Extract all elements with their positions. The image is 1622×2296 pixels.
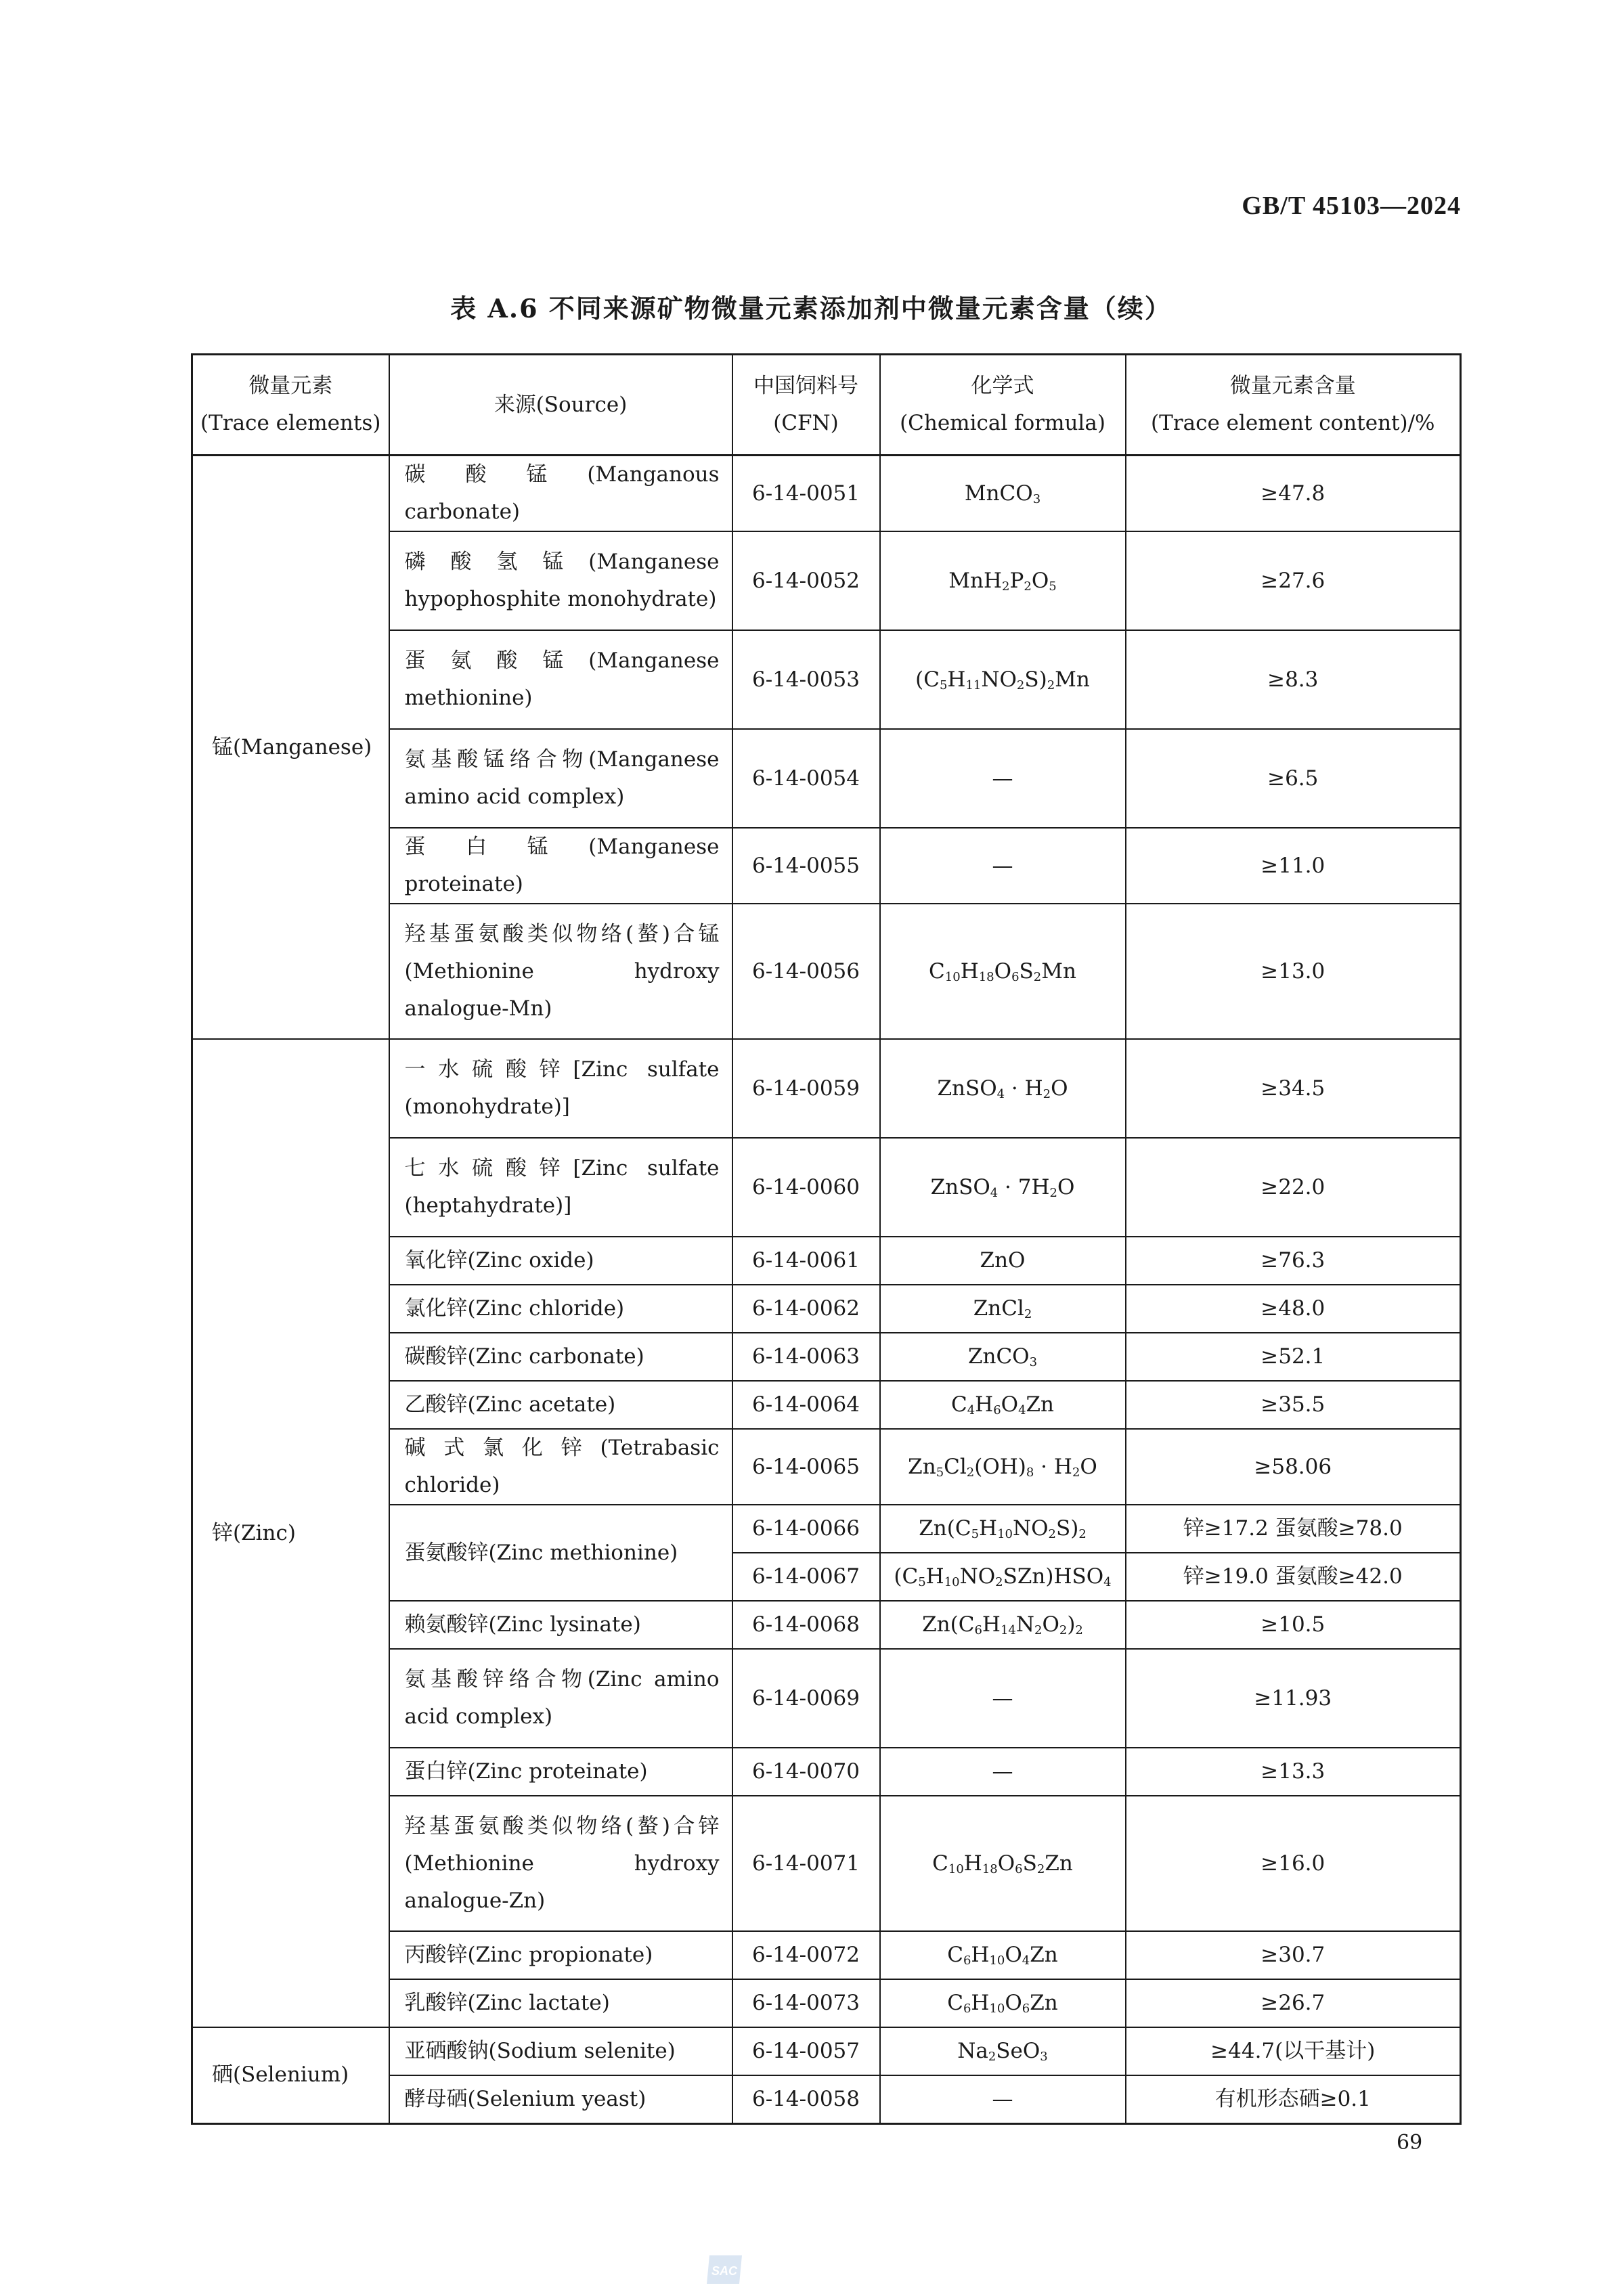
cfn-cell: 6-14-0069 <box>732 1649 880 1748</box>
cfn-cell: 6-14-0063 <box>732 1333 880 1381</box>
content-cell: ≥52.1 <box>1126 1333 1461 1381</box>
table-row <box>192 1039 1461 1138</box>
formula-cell: ZnO <box>880 1237 1126 1285</box>
source-cell: 氧化锌(Zinc oxide) <box>389 1237 732 1285</box>
content-cell: ≥35.5 <box>1126 1381 1461 1429</box>
source-cell: 氨基酸锰络合物(Manganese amino acid complex) <box>389 729 732 828</box>
cfn-cell: 6-14-0062 <box>732 1285 880 1333</box>
header-source: 来源(Source) <box>389 355 732 456</box>
cfn-cell: 6-14-0073 <box>732 1979 880 2027</box>
formula-cell: — <box>880 828 1126 904</box>
cfn-cell: 6-14-0066 <box>732 1505 880 1553</box>
cfn-cell: 6-14-0057 <box>732 2027 880 2075</box>
svg-text:SAC: SAC <box>711 2264 738 2278</box>
source-cell: 丙酸锌(Zinc propionate) <box>389 1931 732 1979</box>
formula-cell: ZnCO$_3$ <box>880 1333 1126 1381</box>
cfn-cell: 6-14-0054 <box>732 729 880 828</box>
cfn-cell: 6-14-0065 <box>732 1429 880 1505</box>
cfn-cell: 6-14-0064 <box>732 1381 880 1429</box>
header-cfn: 中国饲料号 (CFN) <box>732 355 880 456</box>
source-cell: 羟基蛋氨酸类似物络(螯)合锌(Methionine hydroxy analogue-Zn) <box>389 1796 732 1931</box>
formula-cell: $MnH_2P_2O_5$ <box>880 531 1126 630</box>
content-cell: ≥10.5 <box>1126 1601 1461 1649</box>
cfn-cell: 6-14-0053 <box>732 630 880 729</box>
standard-code: GB/T 45103—2024 <box>1242 192 1461 220</box>
source-cell: 磷酸氢锰(Manganese hypophosphite monohydrate) <box>389 531 732 630</box>
source-cell: 赖氨酸锌(Zinc lysinate) <box>389 1601 732 1649</box>
formula-cell: — <box>880 729 1126 828</box>
content-cell: ≥11.93 <box>1126 1649 1461 1748</box>
content-cell: ≥30.7 <box>1126 1931 1461 1979</box>
formula-cell: $(C_5H_{10}NO_2SZn)HSO_4$ <box>880 1553 1126 1601</box>
source-cell: 碳酸锌(Zinc carbonate) <box>389 1333 732 1381</box>
source-cell: 酵母硒(Selenium yeast) <box>389 2075 732 2123</box>
formula-cell: ZnSO$_4$ · $7H_2O$ <box>880 1138 1126 1237</box>
header-trace-element-content: 微量元素含量 (Trace element content)/% <box>1126 355 1461 456</box>
formula-cell: ZnSO$_4$ · $H_2O$ <box>880 1039 1126 1138</box>
table-title: 表 A.6 不同来源矿物微量元素添加剂中微量元素含量（续） <box>450 293 1172 324</box>
formula-cell: $C_6H_{10}O_6Zn$ <box>880 1979 1126 2027</box>
content-cell: ≥6.5 <box>1126 729 1461 828</box>
content-cell: ≥44.7(以干基计) <box>1126 2027 1461 2075</box>
source-cell: 七水硫酸锌[Zinc sulfate (heptahydrate)] <box>389 1138 732 1237</box>
formula-cell: $Zn_5Cl_2(OH)_8 \cdot H_2O$ <box>880 1429 1126 1505</box>
content-cell: 有机形态硒≥0.1 <box>1126 2075 1461 2123</box>
source-cell: 氯化锌(Zinc chloride) <box>389 1285 732 1333</box>
content-cell: ≥13.0 <box>1126 904 1461 1039</box>
cfn-cell: 6-14-0068 <box>732 1601 880 1649</box>
content-cell: ≥13.3 <box>1126 1748 1461 1796</box>
formula-cell: $(C_5H_{11}NO_2S)_2Mn$ <box>880 630 1126 729</box>
cfn-cell: 6-14-0059 <box>732 1039 880 1138</box>
content-cell: ≥11.0 <box>1126 828 1461 904</box>
cfn-cell: 6-14-0052 <box>732 531 880 630</box>
source-cell: 羟基蛋氨酸类似物络(螯)合锰(Methionine hydroxy analogue-Mn) <box>389 904 732 1039</box>
cfn-cell: 6-14-0056 <box>732 904 880 1039</box>
content-cell: 锌≥19.0 蛋氨酸≥42.0 <box>1126 1553 1461 1601</box>
header-trace-elements: 微量元素 (Trace elements) <box>192 355 389 456</box>
table-row <box>192 2027 1461 2075</box>
formula-cell: — <box>880 1649 1126 1748</box>
source-cell: 乙酸锌(Zinc acetate) <box>389 1381 732 1429</box>
content-cell: ≥8.3 <box>1126 630 1461 729</box>
sac-logo-icon <box>703 2254 746 2285</box>
header-chemical-formula: 化学式 (Chemical formula) <box>880 355 1126 456</box>
content-cell: 锌≥17.2 蛋氨酸≥78.0 <box>1126 1505 1461 1553</box>
source-cell: 碳酸锰(Manganous carbonate) <box>389 456 732 532</box>
content-cell: ≥34.5 <box>1126 1039 1461 1138</box>
cfn-cell: 6-14-0061 <box>732 1237 880 1285</box>
formula-cell: MnCO$_3$ <box>880 456 1126 532</box>
content-cell: ≥58.06 <box>1126 1429 1461 1505</box>
formula-cell: $C_{10}H_{18}O_6S_2Zn$ <box>880 1796 1126 1931</box>
source-cell: 蛋白锌(Zinc proteinate) <box>389 1748 732 1796</box>
trace-element-table <box>191 353 1462 2125</box>
cfn-cell: 6-14-0072 <box>732 1931 880 1979</box>
cfn-cell: 6-14-0071 <box>732 1796 880 1931</box>
cfn-cell: 6-14-0060 <box>732 1138 880 1237</box>
content-cell: ≥26.7 <box>1126 1979 1461 2027</box>
source-cell: 蛋白锰(Manganese proteinate) <box>389 828 732 904</box>
cfn-cell: 6-14-0067 <box>732 1553 880 1601</box>
element-group-cell: 锰(Manganese) <box>192 456 389 1040</box>
formula-cell: $C_4H_6O_4Zn$ <box>880 1381 1126 1429</box>
formula-cell: $Zn(C_6H_{14}N_2O_2)_2$ <box>880 1601 1126 1649</box>
source-cell: 一水硫酸锌[Zinc sulfate (monohydrate)] <box>389 1039 732 1138</box>
content-cell: ≥76.3 <box>1126 1237 1461 1285</box>
formula-cell: $Na_2SeO_3$ <box>880 2027 1126 2075</box>
formula-cell: — <box>880 2075 1126 2123</box>
source-cell: 亚硒酸钠(Sodium selenite) <box>389 2027 732 2075</box>
cfn-cell: 6-14-0070 <box>732 1748 880 1796</box>
source-cell: 氨基酸锌络合物(Zinc amino acid complex) <box>389 1649 732 1748</box>
content-cell: ≥47.8 <box>1126 456 1461 532</box>
cfn-cell: 6-14-0051 <box>732 456 880 532</box>
page-number: 69 <box>1397 2131 1423 2155</box>
formula-cell: $C_6H_{10}O_4Zn$ <box>880 1931 1126 1979</box>
element-group-cell: 硒(Selenium) <box>192 2027 389 2123</box>
content-cell: ≥22.0 <box>1126 1138 1461 1237</box>
element-group-cell: 锌(Zinc) <box>192 1039 389 2027</box>
content-cell: ≥27.6 <box>1126 531 1461 630</box>
source-cell: 蛋氨酸锌(Zinc methionine) <box>389 1505 732 1601</box>
cfn-cell: 6-14-0058 <box>732 2075 880 2123</box>
table-header-row <box>192 355 1461 456</box>
source-cell: 碱式氯化锌(Tetrabasic chloride) <box>389 1429 732 1505</box>
formula-cell: — <box>880 1748 1126 1796</box>
source-cell: 乳酸锌(Zinc lactate) <box>389 1979 732 2027</box>
content-cell: ≥48.0 <box>1126 1285 1461 1333</box>
formula-cell: $Zn(C_5H_{10}NO_2S)_2$ <box>880 1505 1126 1553</box>
content-cell: ≥16.0 <box>1126 1796 1461 1931</box>
cfn-cell: 6-14-0055 <box>732 828 880 904</box>
formula-cell: $C_{10}H_{18}O_6S_2Mn$ <box>880 904 1126 1039</box>
formula-cell: ZnCl$_2$ <box>880 1285 1126 1333</box>
source-cell: 蛋氨酸锰(Manganese methionine) <box>389 630 732 729</box>
table-row <box>192 456 1461 532</box>
